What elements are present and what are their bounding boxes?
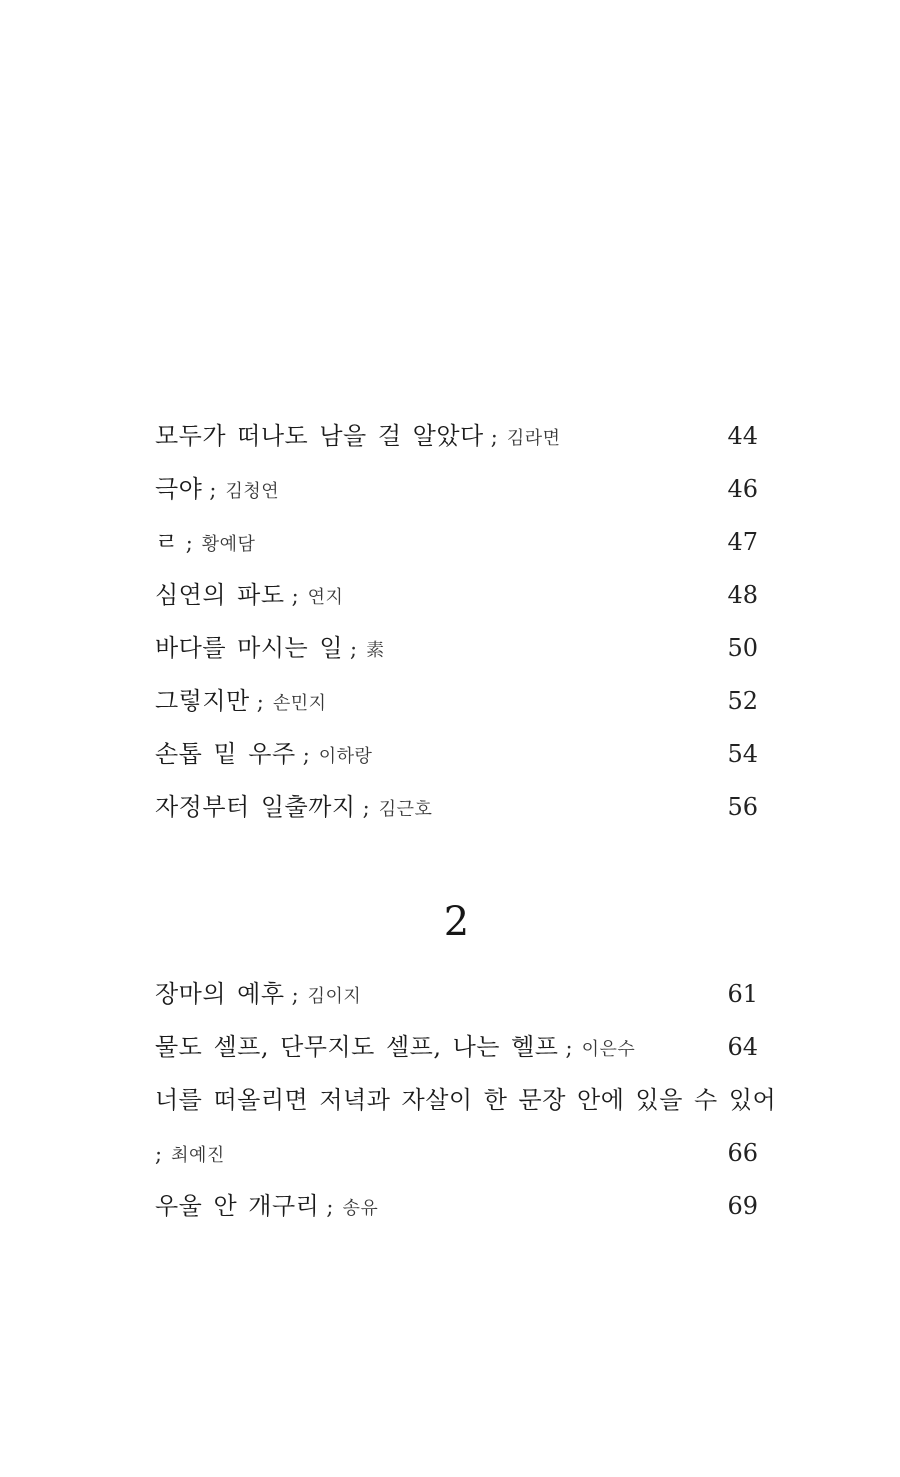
entry-title: 자정부터 일출까지 [155,793,356,821]
toc-section [155,892,777,1233]
entry-page-number: 69 [727,1192,758,1220]
entry-page-number: 50 [727,634,758,662]
entry-text [155,569,343,624]
toc-entry [155,1180,758,1233]
entry-author: 김근호 [378,799,433,820]
entry-author: 송유 [342,1198,379,1219]
section-entries [155,968,777,1233]
toc-entry [155,675,758,728]
toc-entry [155,410,758,463]
entry-page-number: 52 [727,687,758,715]
entry-text [155,1180,378,1235]
entry-page-number: 66 [727,1139,758,1167]
entry-title: 극야 [155,475,203,503]
entry-page-number: 44 [727,422,758,450]
toc-entry [155,968,758,1021]
entry-author: 최예진 [171,1145,225,1166]
entry-title: 모두가 떠나도 남을 걸 알았다 [155,422,484,450]
entry-text [155,781,432,836]
entry-title: 손톱 밑 우주 [155,740,296,768]
entry-author: 素 [366,640,385,661]
toc-entry [155,1127,758,1180]
entry-author: 김이지 [307,986,362,1007]
entry-text [155,1021,635,1076]
separator: ; [326,1195,334,1219]
entry-title: 심연의 파도 [155,581,285,609]
entry-text [155,410,560,465]
separator: ; [209,478,217,502]
entry-page-number: 46 [727,475,758,503]
entry-text [155,1074,776,1129]
entry-text [155,968,361,1023]
toc-entry [155,569,758,622]
toc [155,410,777,1233]
separator: ; [155,1142,163,1166]
separator: ; [302,743,310,767]
entry-text [155,728,372,783]
toc-entry [155,516,758,569]
separator: ; [565,1036,573,1060]
entry-page-number: 47 [727,528,758,556]
entry-author: 연지 [307,587,344,608]
toc-entry [155,1074,777,1127]
entry-title: ㄹ [155,528,179,556]
entry-page-number: 61 [727,980,758,1008]
entry-title: 그렇지만 [155,687,250,715]
separator: ; [490,425,498,449]
toc-entry [155,1021,758,1074]
toc-entry [155,728,758,781]
entry-page-number: 54 [727,740,758,768]
entry-author: 이은수 [581,1039,636,1060]
separator: ; [256,690,264,714]
entry-title: 장마의 예후 [155,980,285,1008]
section-number: 2 [443,899,470,945]
separator: ; [362,796,370,820]
entry-author: 이하랑 [318,746,373,767]
toc-entry [155,463,758,516]
entry-title: 물도 셀프, 단무지도 셀프, 나는 헬프 [155,1033,559,1061]
separator: ; [291,983,299,1007]
toc-section [155,410,758,834]
entry-author: 황예담 [201,534,256,555]
entry-text [155,1128,225,1182]
separator: ; [350,637,358,661]
entry-author: 김청연 [225,481,280,502]
entry-title: 바다를 마시는 일 [155,634,344,662]
entry-title: 우울 안 개구리 [155,1192,320,1220]
entry-text [155,516,255,571]
entry-page-number: 56 [727,793,758,821]
entry-author: 손민지 [272,693,327,714]
entry-text [155,463,279,518]
toc-entry [155,781,758,834]
entry-page-number: 64 [727,1033,758,1061]
section-entries [155,410,758,834]
entry-author: 김라면 [506,428,561,449]
separator: ; [291,584,299,608]
separator: ; [185,531,193,555]
entry-page-number: 48 [727,581,758,609]
entry-title: 너를 떠올리면 저녁과 자살이 한 문장 안에 있을 수 있어 [155,1086,777,1114]
entry-text [155,622,385,677]
toc-entry [155,622,758,675]
entry-text [155,675,327,730]
